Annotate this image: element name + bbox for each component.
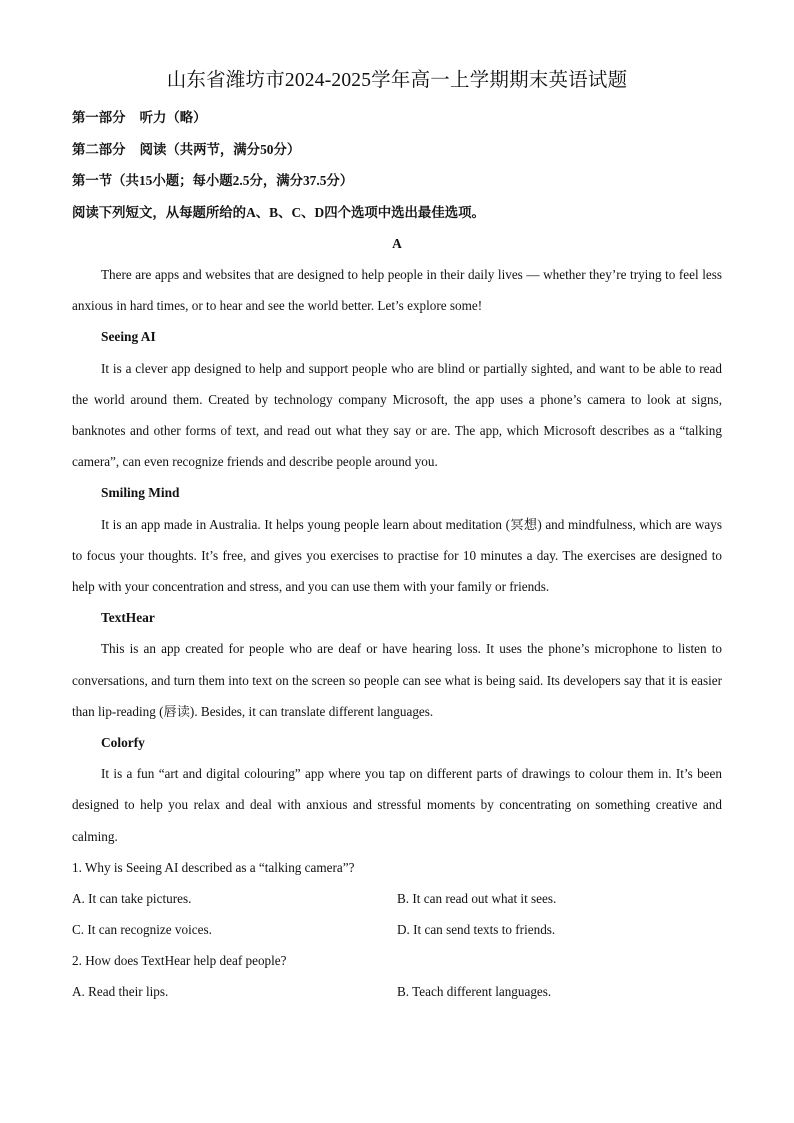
question-2-options xyxy=(72,976,722,1007)
section-1-text: 听力（略） xyxy=(139,110,207,125)
app-description-colorfy: It is a fun “art and digital colouring” app where you tap on different parts of drawings to colour them in. It’s been designed to help you relax and deal with anxious and stressful moments by concentrating on something creative and calming. xyxy=(72,766,722,844)
app-description-smiling-mind: It is an app made in Australia. It helps young people learn about meditation (冥想) and mindfulness, which are ways to focus your thoughts. It’s free, and gives you exercises to practise for 10 minutes a day. The exercises are designed to help with your concentration and stress, and you can use them with your family or friends. xyxy=(72,516,722,595)
app-description-texthear: This is an app created for people who are deaf or have hearing loss. It uses the phone’s microphone to listen to conversations, and turn them into text on the screen so people can see what is being said. Its developers say that it is easier than lip-reading (唇读). Besides, it can translate different languages. xyxy=(72,641,722,719)
question-1-option-c: C. It can recognize voices. xyxy=(72,921,212,937)
passage-intro: There are apps and websites that are designed to help people in their daily lives — whether they’re trying to feel less anxious in hard times, or to hear and see the world better. Let’s explore some! xyxy=(72,267,722,314)
question-1-option-a: A. It can take pictures. xyxy=(72,890,192,906)
question-2-option-a: A. Read their lips. xyxy=(72,983,169,999)
question-1-option-b: B. It can read out what it sees. xyxy=(397,890,557,906)
app-title-smiling-mind: Smiling Mind xyxy=(101,485,180,501)
passage-letter: A xyxy=(392,236,402,251)
reading-instruction: 阅读下列短文，从每题所给的A、B、C、D四个选项中选出最佳选项。 xyxy=(72,204,485,220)
question-1-stem: 1. Why is Seeing AI described as a “talking camera”? xyxy=(72,859,355,875)
exam-page xyxy=(72,66,722,1007)
section-1-label: 第一部分 xyxy=(72,110,126,125)
app-title-texthear: TextHear xyxy=(101,610,155,626)
section-2-text: 阅读（共两节，满分50分） xyxy=(139,141,301,157)
question-1-option-d: D. It can send texts to friends. xyxy=(397,921,556,937)
exam-title: 山东省潍坊市2024-2025学年高一上学期期末英语试题 xyxy=(166,70,628,91)
section-2-label: 第二部分 xyxy=(72,141,126,157)
app-title-seeing-ai: Seeing AI xyxy=(101,329,156,345)
section-1-heading xyxy=(72,102,722,134)
question-1-options xyxy=(72,883,722,945)
app-title-colorfy: Colorfy xyxy=(101,735,145,751)
question-2-stem: 2. How does TextHear help deaf people? xyxy=(72,952,287,968)
section-2-heading xyxy=(72,134,722,166)
part-1-heading: 第一节（共15小题；每小题2.5分，满分37.5分） xyxy=(72,173,354,188)
app-description-seeing-ai: It is a clever app designed to help and support people who are blind or partially sighted, and want to be able to read the world around them. Created by technology company Microsoft, the app uses a phone’s camera to look at signs, banknotes and other forms of text, and read out what they say or are. The app, which Microsoft describes as a “talking camera”, can even recognize friends and describe people around you. xyxy=(72,360,722,470)
question-2-option-b: B. Teach different languages. xyxy=(397,983,552,999)
